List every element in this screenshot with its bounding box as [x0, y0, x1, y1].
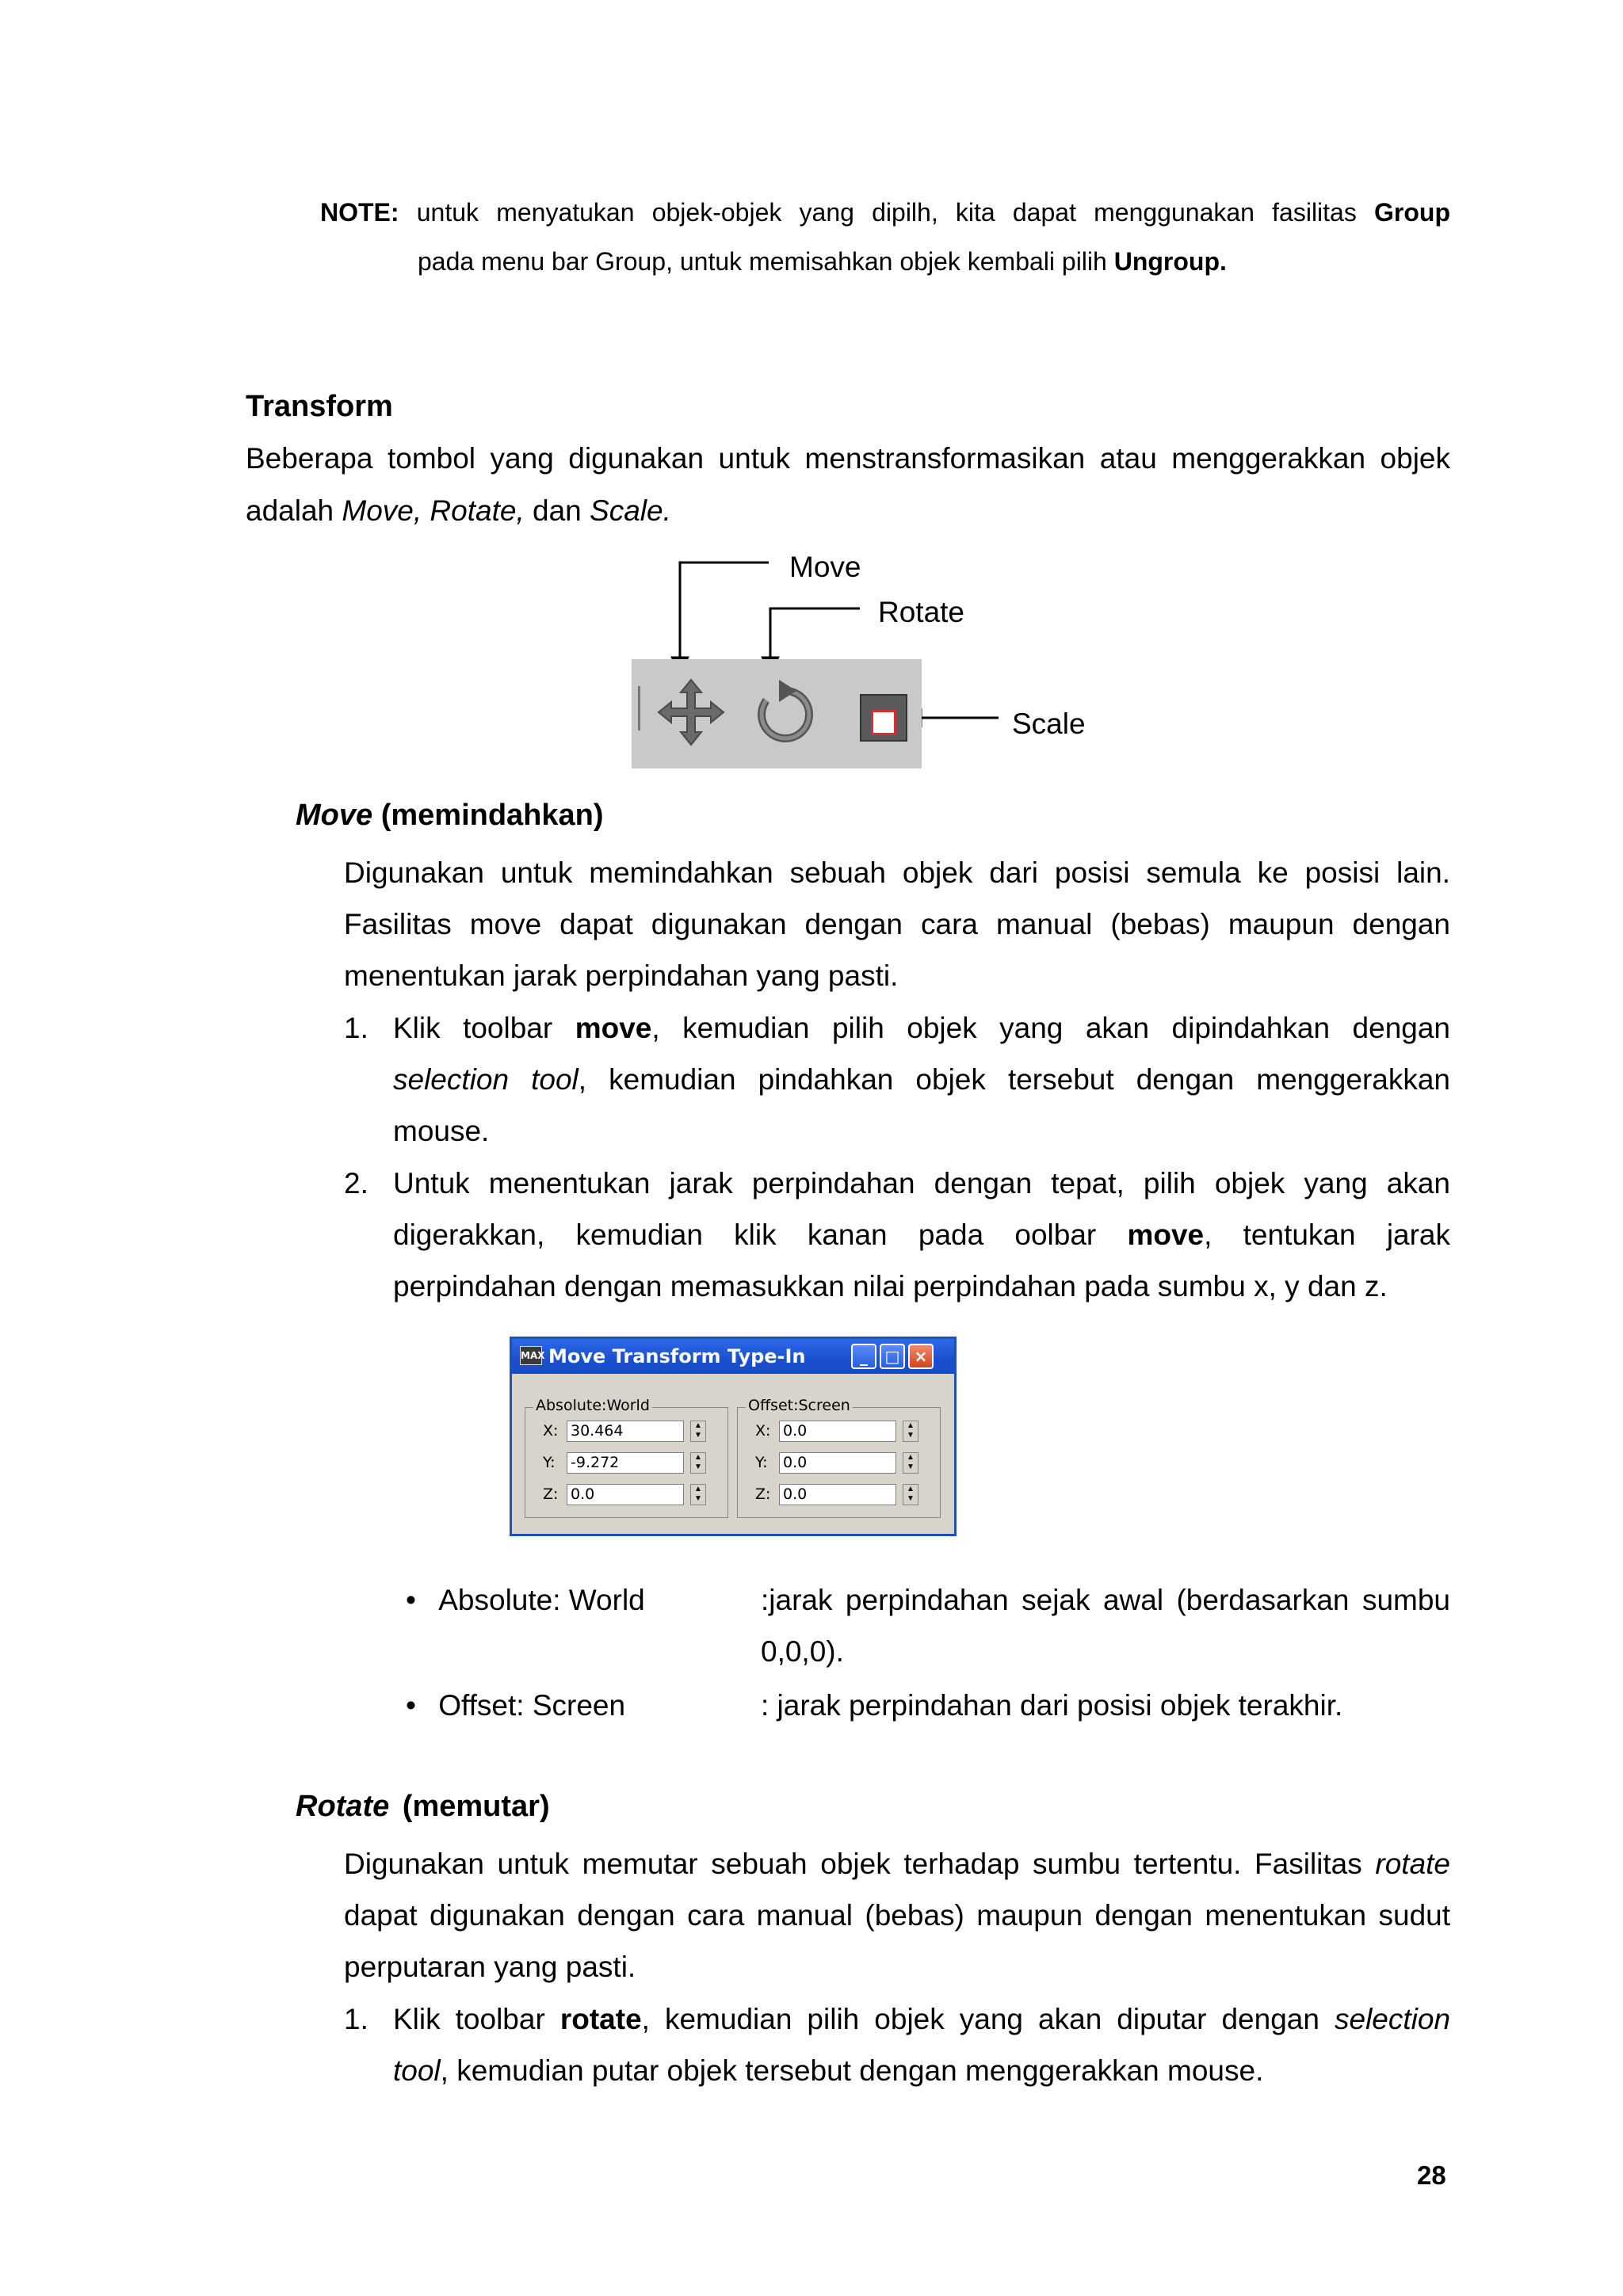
scale-icon-inner: [871, 710, 896, 735]
move-item-1-line-2: [393, 1054, 1450, 1105]
rotate-item-1-line-2: [393, 2045, 1263, 2096]
off-z-spinner[interactable]: ▲ ▼: [903, 1484, 918, 1505]
rotate-para-line-3: perputaran yang pasti.: [344, 1951, 636, 1983]
abs-y-input[interactable]: -9.272: [567, 1452, 684, 1474]
intro-italic: Move, Rotate,: [342, 494, 525, 527]
text: digerakkan, kemudian klik kanan pada oolbar: [393, 1219, 1097, 1251]
bullet-1: [406, 1574, 645, 1626]
intro-text-mid: dan: [533, 494, 582, 527]
minimize-button[interactable]: _: [851, 1344, 876, 1369]
text: Klik toolbar: [393, 1012, 553, 1044]
scale-icon[interactable]: [860, 694, 907, 742]
bullet-term: Absolute: World: [438, 1584, 645, 1616]
intro-text: adalah: [246, 494, 334, 527]
off-z-input[interactable]: 0.0: [779, 1484, 896, 1505]
scale-label: Scale: [1012, 707, 1086, 740]
move-para-line-1: Digunakan untuk memindahkan sebuah objek dari posisi semula ke posisi lain.: [344, 856, 1450, 889]
bullet-dot: •: [406, 1584, 416, 1616]
move-item-2-line-3: perpindahan dengan memasukkan nilai perpindahan pada sumbu x, y dan z.: [393, 1270, 1388, 1302]
bold-move: move: [575, 1012, 652, 1044]
move-heading-italic: Move: [296, 799, 373, 832]
italic-selection: selection: [1335, 2003, 1451, 2035]
off-y-label: Y:: [755, 1454, 768, 1471]
abs-x-input[interactable]: 30.464: [567, 1421, 684, 1442]
bullet-1-desc-line-1: :jarak perpindahan sejak awal (berdasarkan sumbu: [761, 1584, 1450, 1616]
move-item-1-line-1: [393, 1002, 1450, 1054]
transform-toolbar: [632, 659, 922, 769]
maximize-button[interactable]: □: [880, 1344, 905, 1369]
bold-rotate: rotate: [559, 2003, 642, 2035]
note-line-2: [418, 238, 1227, 285]
italic-rotate: rotate: [1375, 1848, 1451, 1880]
rotate-heading-rest: (memutar): [402, 1790, 550, 1823]
note-label: NOTE:: [320, 198, 399, 227]
note-bold-group: Group: [1374, 198, 1451, 227]
bullet-2: [406, 1680, 625, 1731]
text: , kemudian pilih objek yang akan dipindahkan dengan: [651, 1012, 1451, 1044]
off-y-input[interactable]: 0.0: [779, 1452, 896, 1474]
move-heading-rest: (memindahkan): [380, 799, 604, 832]
text: , tentukan jarak: [1204, 1219, 1451, 1251]
italic-selection-tool: selection tool: [393, 1063, 579, 1096]
rotate-para-line-1: [344, 1838, 1450, 1890]
abs-x-spinner[interactable]: ▲ ▼: [690, 1421, 706, 1442]
abs-z-input[interactable]: 0.0: [567, 1484, 684, 1505]
move-item-2-number: 2.: [344, 1167, 369, 1199]
note-line-1: [320, 189, 1450, 236]
text: , kemudian putar objek tersebut dengan menggerakkan mouse.: [440, 2054, 1264, 2087]
offset-screen-label: Offset:Screen: [746, 1397, 853, 1414]
rotate-item-1-number: 1.: [344, 2003, 369, 2035]
abs-z-spinner[interactable]: ▲ ▼: [690, 1484, 706, 1505]
move-item-1-line-3: mouse.: [393, 1115, 490, 1147]
toolbar-separator: [638, 686, 640, 730]
absolute-world-label: Absolute:World: [533, 1397, 652, 1414]
absolute-world-group: [525, 1397, 728, 1518]
note-text-2: pada menu bar Group, untuk memisahkan objek kembali pilih: [418, 247, 1107, 276]
text: Klik toolbar: [393, 2003, 545, 2035]
off-x-label: X:: [755, 1422, 771, 1440]
text: , kemudian pindahkan objek tersebut dengan menggerakkan: [578, 1063, 1451, 1096]
bullet-term: Offset: Screen: [438, 1689, 626, 1722]
off-x-input[interactable]: 0.0: [779, 1421, 896, 1442]
transform-heading: Transform: [246, 390, 393, 423]
move-icon[interactable]: [655, 677, 727, 748]
move-para-line-3: menentukan jarak perpindahan yang pasti.: [344, 959, 899, 992]
close-button[interactable]: ×: [908, 1344, 934, 1369]
transform-intro-line-1: Beberapa tombol yang digunakan untuk menstransformasikan atau menggerakkan objek: [246, 442, 1450, 475]
move-item-1-number: 1.: [344, 1012, 369, 1044]
rotate-para-line-2: dapat digunakan dengan cara manual (bebas) maupun dengan menentukan sudut: [344, 1899, 1450, 1932]
dialog-title-bar[interactable]: [512, 1339, 954, 1374]
abs-y-spinner[interactable]: ▲ ▼: [690, 1452, 706, 1474]
dialog-title: Move Transform Type-In: [548, 1345, 806, 1367]
bullet-1-desc-line-2: 0,0,0).: [761, 1635, 844, 1668]
abs-z-label: Z:: [543, 1486, 559, 1503]
transform-intro-line-2: [246, 485, 671, 536]
off-x-spinner[interactable]: ▲ ▼: [903, 1421, 918, 1442]
rotate-label: Rotate: [878, 596, 965, 628]
page-number: 28: [1417, 2161, 1446, 2190]
move-label: Move: [789, 551, 861, 583]
bullet-2-desc: : jarak perpindahan dari posisi objek terakhir.: [761, 1689, 1343, 1722]
text: , kemudian pilih objek yang akan diputar dengan: [641, 2003, 1319, 2035]
move-heading: [296, 799, 604, 833]
text: Digunakan untuk memutar sebuah objek terhadap sumbu tertentu. Fasilitas: [344, 1848, 1362, 1880]
bullet-dot: •: [406, 1689, 416, 1722]
intro-italic-2: Scale.: [590, 494, 671, 527]
rotate-heading-italic: Rotate: [296, 1790, 390, 1823]
rotate-icon[interactable]: [749, 677, 822, 749]
bold-move: move: [1127, 1219, 1205, 1251]
move-item-2-line-2: [393, 1209, 1450, 1261]
move-item-2-line-1: Untuk menentukan jarak perpindahan dengan tepat, pilih objek yang akan: [393, 1167, 1450, 1199]
move-para-line-2: Fasilitas move dapat digunakan dengan cara manual (bebas) maupun dengan: [344, 908, 1450, 940]
off-y-spinner[interactable]: ▲ ▼: [903, 1452, 918, 1474]
offset-screen-group: [737, 1397, 941, 1518]
app-icon: MAX: [520, 1346, 542, 1365]
note-text-1: untuk menyatukan objek-objek yang dipilh, kita dapat menggunakan fasilitas: [416, 198, 1357, 227]
italic-tool: tool: [393, 2054, 441, 2087]
abs-y-label: Y:: [543, 1454, 556, 1471]
rotate-heading: [296, 1790, 550, 1824]
abs-x-label: X:: [543, 1422, 559, 1440]
move-arrow: [680, 563, 769, 673]
note-bold-ungroup: Ungroup.: [1113, 247, 1227, 276]
rotate-item-1-line-1: [393, 1993, 1450, 2045]
move-transform-dialog: [510, 1337, 957, 1536]
off-z-label: Z:: [755, 1486, 771, 1503]
